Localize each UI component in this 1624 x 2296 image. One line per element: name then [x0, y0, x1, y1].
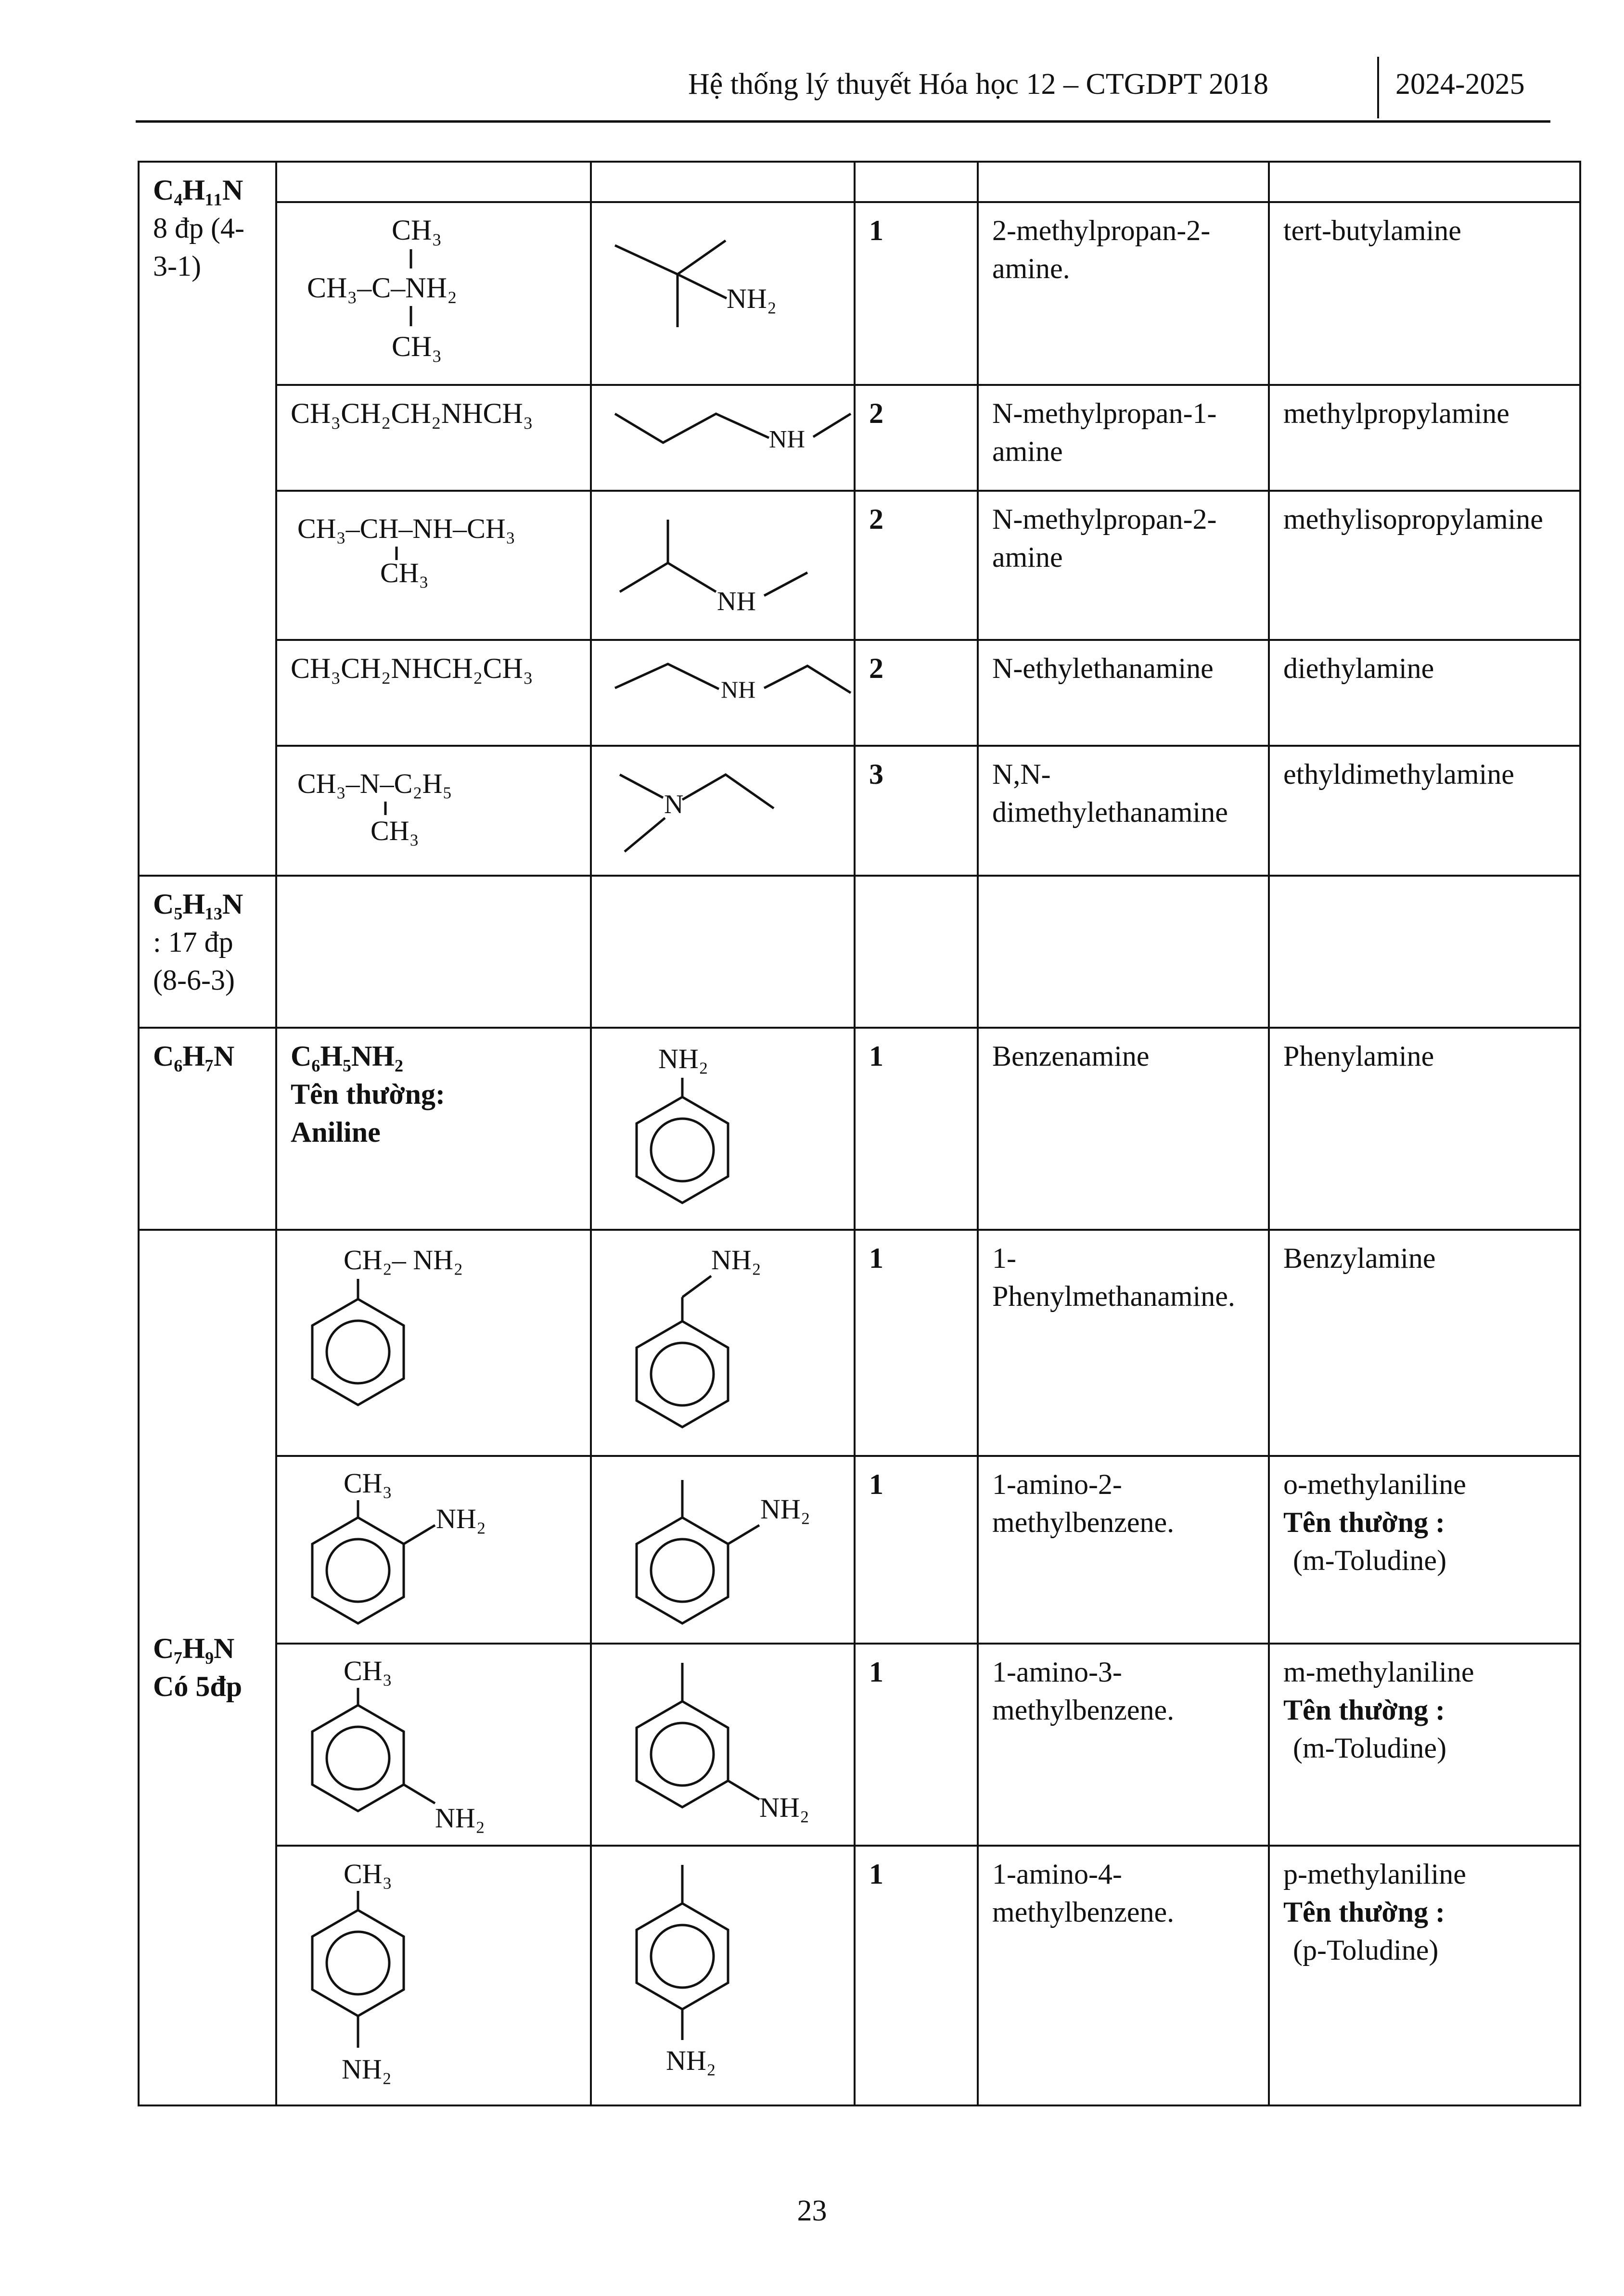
- isomer-count: 2: [855, 640, 978, 746]
- condensed-structure-drawing: [291, 500, 589, 625]
- skeletal-label: NH: [717, 587, 756, 616]
- branch-ch3: CH₃: [371, 815, 419, 846]
- main-chain: CH₃–CH–NH–CH₃: [297, 513, 515, 544]
- header-rule: [136, 120, 1550, 123]
- table-row: [139, 1846, 1580, 2105]
- skeletal-structure: [591, 202, 855, 385]
- condensed-formula: C₆H₅NH₂: [291, 1040, 403, 1072]
- isomer-count: 1: [855, 1028, 978, 1230]
- skeletal-structure: [591, 491, 855, 640]
- group-c5h13n: [139, 876, 276, 1028]
- common-name-value: o-methylaniline: [1283, 1468, 1466, 1500]
- common-name-value: m-methylaniline: [1283, 1656, 1474, 1688]
- skeletal-structure: [591, 1846, 855, 2105]
- common-name: methylisopropylamine: [1269, 491, 1580, 640]
- skeletal-structure-drawing: [605, 500, 856, 630]
- iupac-name: 1-amino-4-methylbenzene.: [978, 1846, 1269, 2105]
- skeletal-structure-drawing: [605, 1239, 856, 1446]
- common-name: tert-butylamine: [1269, 202, 1580, 385]
- iupac-name: N-methylpropan-2-amine: [978, 491, 1269, 640]
- skeletal-structure: [591, 1230, 855, 1456]
- common-name: Benzylamine: [1269, 1230, 1580, 1456]
- skeletal-label: NH₂: [759, 1792, 809, 1823]
- group-formula: C₄H₁₁N: [153, 174, 243, 206]
- iupac-name: N-methylpropan-1-amine: [978, 385, 1269, 491]
- iupac-name: N-ethylethanamine: [978, 640, 1269, 746]
- page-number: 23: [797, 2194, 827, 2227]
- iupac-name: 1-amino-2-methylbenzene.: [978, 1456, 1269, 1644]
- skeletal-structure: [591, 640, 855, 746]
- benzene-ring-drawing: [605, 1037, 856, 1220]
- amine-isomer-table: [138, 161, 1581, 2106]
- page-header: [0, 0, 1624, 125]
- skeletal-label: NH₂: [727, 283, 777, 314]
- table-row: [139, 162, 1580, 202]
- isomer-count: 1: [855, 1846, 978, 2105]
- common-name-label: Tên thường:: [291, 1078, 445, 1110]
- main-chain: CH₃–N–C₂H₅: [297, 768, 452, 799]
- group-note: : 17 đp (8-6-3): [153, 926, 235, 996]
- skeletal-structure: [591, 385, 855, 491]
- common-name-label: Tên thường :: [1283, 1506, 1445, 1539]
- skeletal-structure: [591, 1456, 855, 1644]
- table-row: [139, 491, 1580, 640]
- skeletal-label: NH: [721, 676, 756, 703]
- skeletal-label: NH₂: [666, 2045, 716, 2076]
- isomer-count: 2: [855, 385, 978, 491]
- ch3-label: CH₃: [344, 1467, 392, 1499]
- branch-ch3: CH₃: [380, 557, 429, 588]
- condensed-structure: [276, 1846, 591, 2105]
- nh2-label: NH₂: [436, 1503, 486, 1534]
- header-separator: [1377, 57, 1379, 118]
- nh2-label: NH₂: [342, 2054, 392, 2085]
- group-c6h7n: [139, 1028, 276, 1230]
- group-c4h11n: [139, 162, 276, 876]
- condensed-structure: [276, 1230, 591, 1456]
- header-title: Hệ thống lý thuyết Hóa học 12 – CTGDPT 2018: [688, 68, 1269, 101]
- trivial-name: (p-Toludine): [1293, 1934, 1439, 1966]
- common-name: methylpropylamine: [1269, 385, 1580, 491]
- table-row: [139, 202, 1580, 385]
- ch2-nh2-label: CH₂– NH₂: [344, 1244, 463, 1276]
- iupac-name: 1-amino-3-methylbenzene.: [978, 1644, 1269, 1846]
- table-row: [139, 1230, 1580, 1456]
- iupac-name: Benzenamine: [978, 1028, 1269, 1230]
- skeletal-structure: [591, 746, 855, 876]
- header-year: 2024-2025: [1395, 68, 1525, 101]
- common-name: [1269, 1846, 1580, 2105]
- table-row: [139, 1644, 1580, 1846]
- skeletal-label: NH: [769, 426, 806, 453]
- condensed-structure: [276, 491, 591, 640]
- table-row: [139, 746, 1580, 876]
- isomer-count: 1: [855, 202, 978, 385]
- condensed-structure: [276, 1028, 591, 1230]
- skeletal-structure-drawing: [605, 650, 856, 736]
- common-name: [1269, 1644, 1580, 1846]
- iupac-name: N,N-dimethylethanamine: [978, 746, 1269, 876]
- condensed-structure-drawing: [291, 1239, 589, 1446]
- isomer-count: 1: [855, 1230, 978, 1456]
- isomer-count: 2: [855, 491, 978, 640]
- condensed-structure: [276, 746, 591, 876]
- condensed-structure-drawing: [291, 1855, 589, 2096]
- common-name: ethyldimethylamine: [1269, 746, 1580, 876]
- condensed-structure-drawing: [291, 1466, 589, 1634]
- table-row: [139, 876, 1580, 1028]
- skeletal-structure-drawing: [605, 1466, 856, 1634]
- isomer-count: 1: [855, 1456, 978, 1644]
- condensed-structure: [276, 1456, 591, 1644]
- condensed-structure-drawing: [291, 212, 589, 375]
- skeletal-structure-drawing: [605, 1653, 856, 1836]
- skeletal-structure-drawing: [605, 1855, 856, 2096]
- ch3-top: CH₃: [392, 214, 442, 246]
- common-name-value: p-methylaniline: [1283, 1858, 1466, 1890]
- skeletal-structure-drawing: [605, 395, 856, 481]
- skeletal-structure: [591, 1644, 855, 1846]
- ch3-label: CH₃: [344, 1858, 392, 1889]
- common-name-label: Tên thường :: [1283, 1694, 1445, 1726]
- condensed-structure-drawing: [291, 1653, 589, 1836]
- trivial-name: (m-Toludine): [1293, 1544, 1447, 1577]
- condensed-structure-drawing: [291, 755, 589, 866]
- common-name-label: Tên thường :: [1283, 1896, 1445, 1928]
- condensed-structure: [276, 1644, 591, 1846]
- iupac-name: 2-methylpropan-2-amine.: [978, 202, 1269, 385]
- skeletal-structure: [591, 1028, 855, 1230]
- condensed-structure: [276, 202, 591, 385]
- common-name: [1269, 1456, 1580, 1644]
- skeletal-label: NH₂: [760, 1493, 810, 1525]
- group-note: Có 5đp: [153, 1671, 243, 1702]
- iupac-name: 1-Phenylmethanamine.: [978, 1230, 1269, 1456]
- group-note: 8 đp (4-3-1): [153, 212, 244, 282]
- table-row: [139, 640, 1580, 746]
- nh2-label: NH₂: [435, 1802, 485, 1834]
- group-formula: C₆H₇N: [153, 1040, 235, 1072]
- common-name-value: Aniline: [291, 1116, 381, 1148]
- table-row: [139, 1456, 1580, 1644]
- common-name: Phenylamine: [1269, 1028, 1580, 1230]
- skeletal-structure-drawing: [605, 212, 856, 375]
- isomer-count: 3: [855, 746, 978, 876]
- main-chain: CH₃–C–NH₂: [307, 272, 457, 304]
- group-c7h9n: [139, 1230, 276, 2105]
- skeletal-label: NH₂: [658, 1043, 708, 1074]
- table-row: [139, 1028, 1580, 1230]
- condensed-structure: CH₃CH₂NHCH₂CH₃: [276, 640, 591, 746]
- group-formula: C₇H₉N: [153, 1632, 235, 1664]
- ch3-bottom: CH₃: [392, 331, 442, 362]
- group-formula: C₅H₁₃N: [153, 888, 243, 920]
- skeletal-structure-drawing: [605, 755, 856, 866]
- table-row: [139, 385, 1580, 491]
- isomer-count: 1: [855, 1644, 978, 1846]
- ch3-label: CH₃: [344, 1655, 392, 1686]
- skeletal-label: N: [664, 790, 684, 819]
- skeletal-label: NH₂: [711, 1244, 761, 1276]
- trivial-name: (m-Toludine): [1293, 1732, 1447, 1764]
- condensed-structure: CH₃CH₂CH₂NHCH₃: [276, 385, 591, 491]
- common-name: diethylamine: [1269, 640, 1580, 746]
